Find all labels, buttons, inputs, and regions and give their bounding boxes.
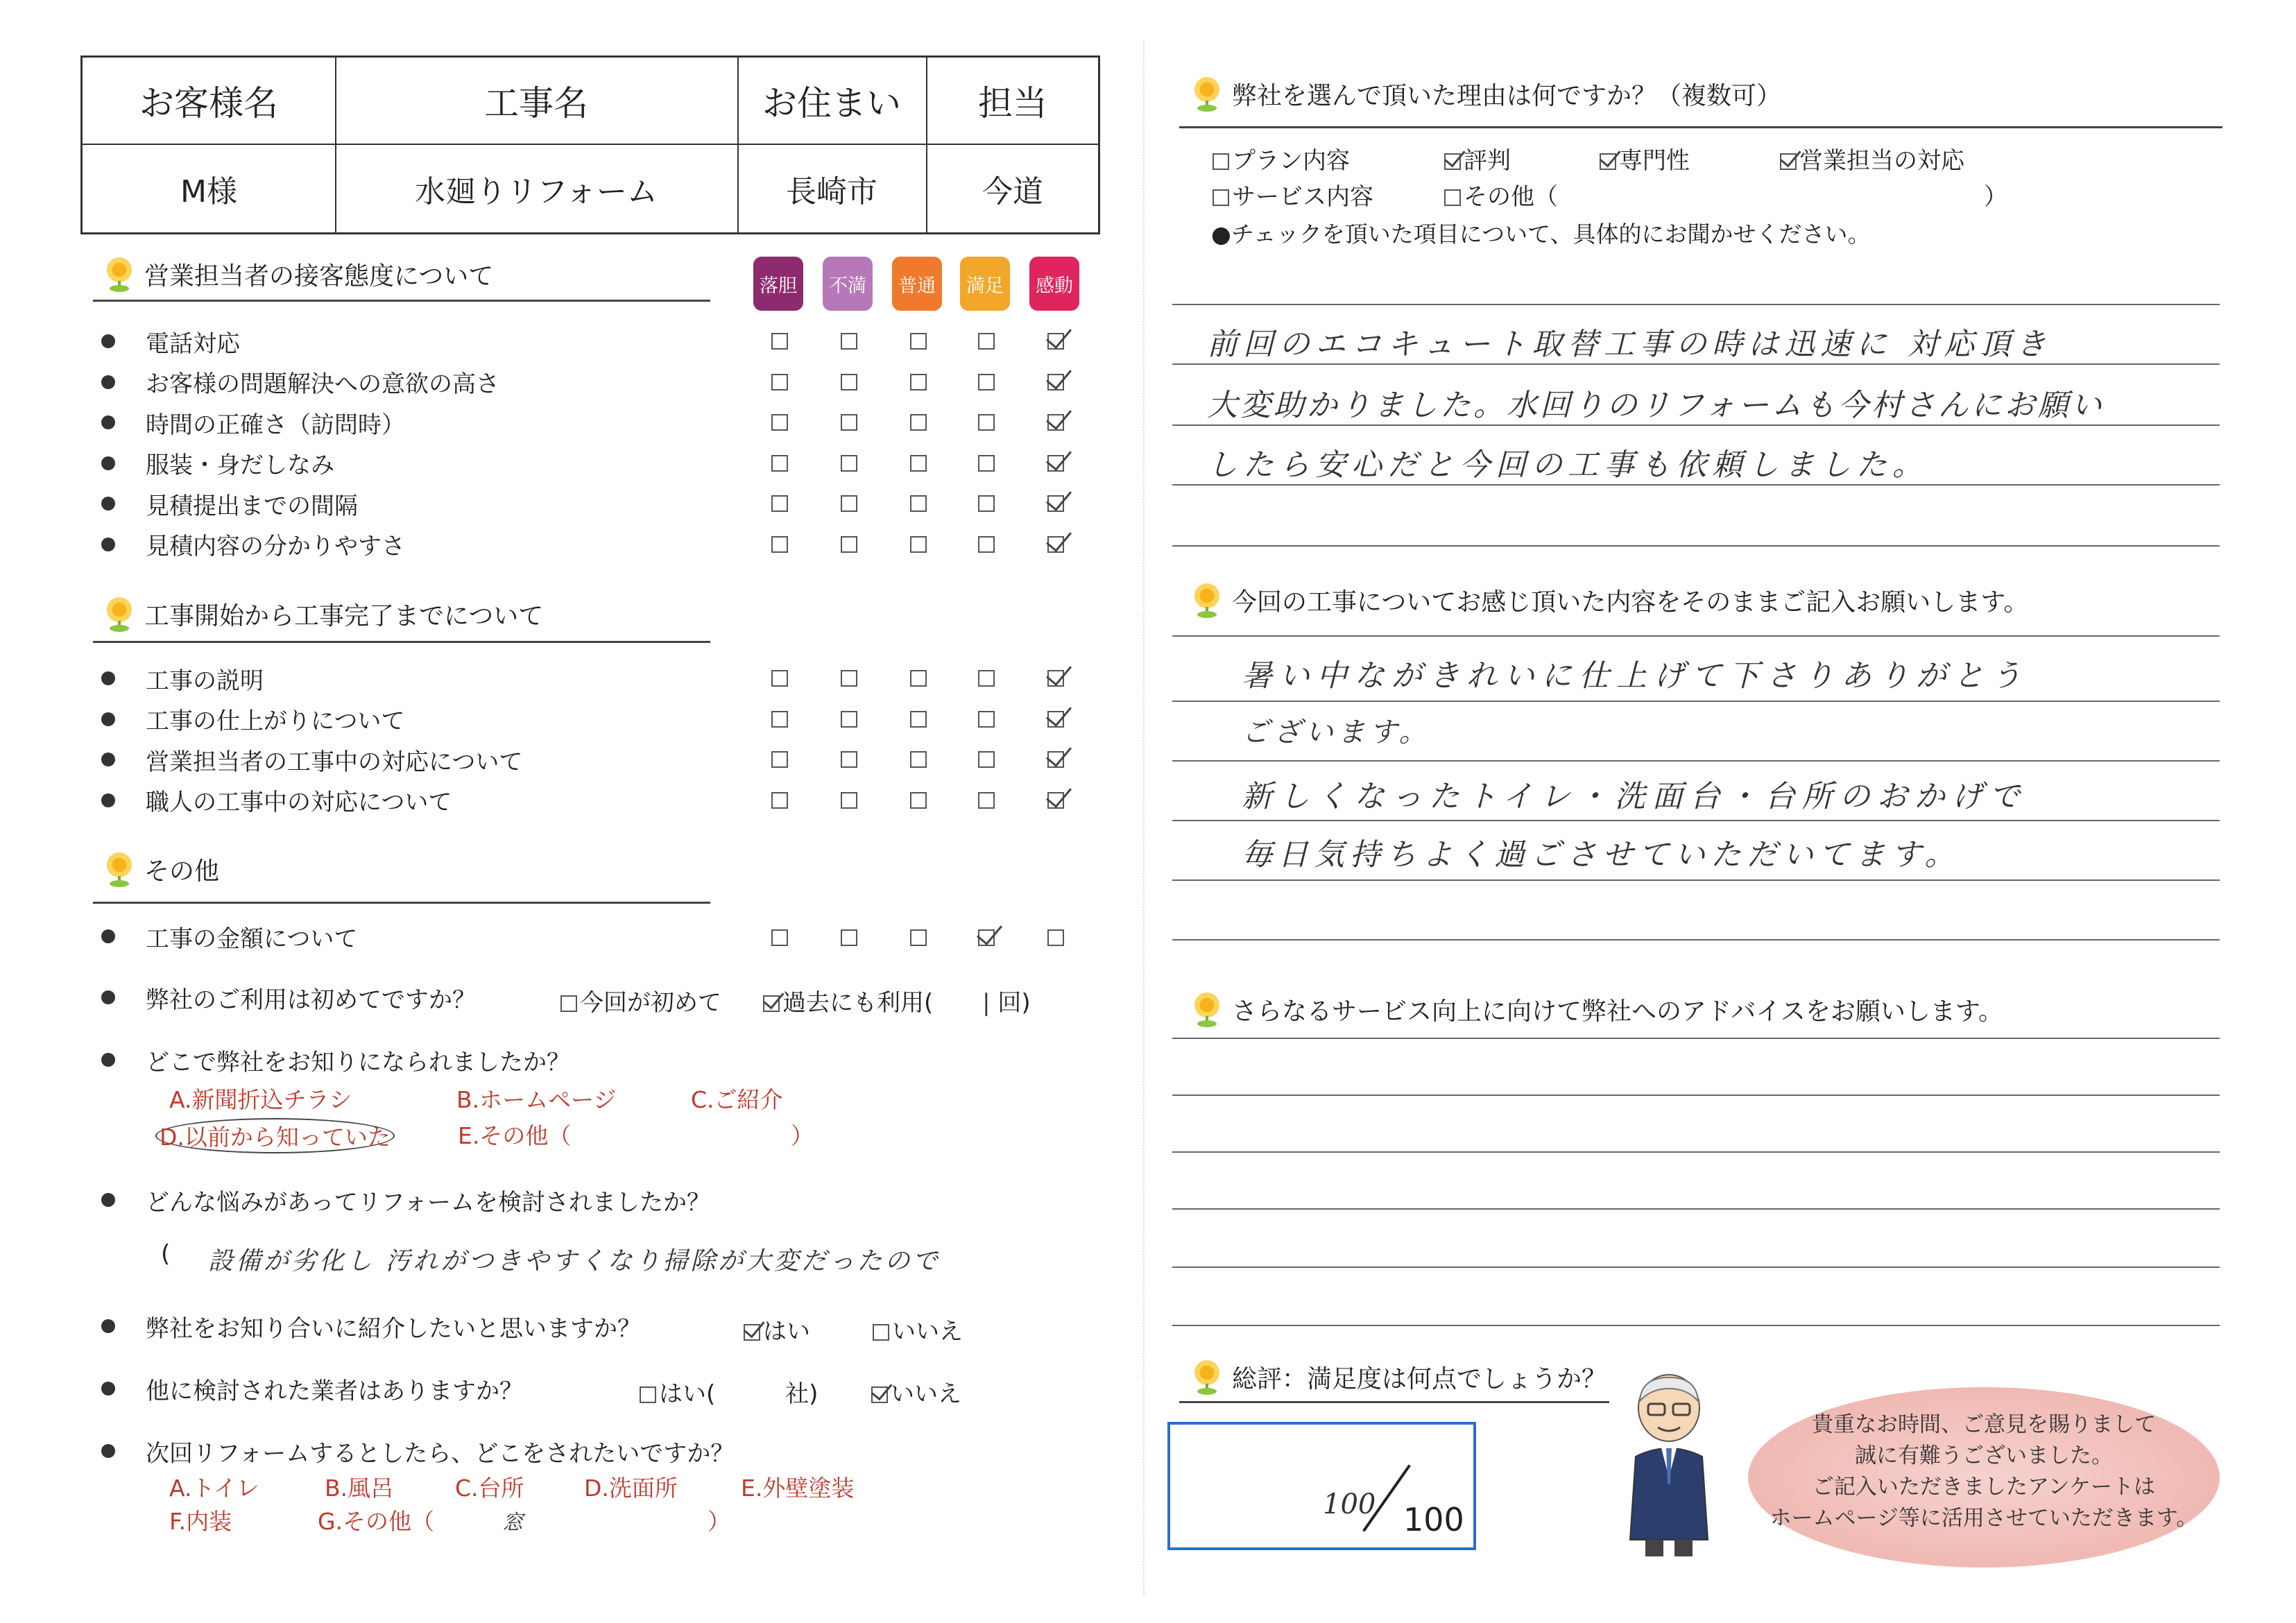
rating-checkbox[interactable] (910, 374, 927, 390)
section2-item-label: 工事の説明 (146, 667, 264, 695)
reason-service[interactable]: サービス内容 (1213, 178, 1373, 212)
worries-question: どんな悩みがあってリフォームを検討されましたか？ (146, 1188, 710, 1217)
rating-checkbox[interactable] (910, 711, 927, 728)
flower-icon (104, 852, 135, 887)
other-vendor-yes[interactable]: はい( 社) (640, 1375, 818, 1409)
divider (93, 300, 710, 302)
section1-item-label: お客様の問題解決への意欲の高さ (146, 370, 499, 398)
rating-checkbox[interactable] (910, 792, 927, 809)
usage-count: | (982, 989, 991, 1017)
next-reform-other-answer: 窓 (502, 1511, 523, 1535)
rating-checkbox[interactable] (771, 495, 788, 512)
bullet (101, 990, 115, 1004)
rating-checkbox[interactable] (978, 670, 995, 687)
flower-icon (104, 257, 135, 292)
other-vendor-row (101, 1375, 523, 1405)
check-mark-icon (1046, 403, 1072, 430)
how-known-option-d[interactable] (155, 1118, 395, 1153)
worries-open-paren: ( (161, 1240, 171, 1268)
answer-line (1172, 1266, 2220, 1268)
worries-answer: 設備が劣化し 汚れがつきやすくなり掃除が大変だったので (208, 1247, 941, 1276)
bullet (101, 929, 115, 943)
selected-circle: D.以前から知っていた (155, 1118, 395, 1153)
checkbox[interactable] (1213, 189, 1229, 206)
answer-line (1172, 820, 2220, 821)
rating-checkbox[interactable] (771, 455, 788, 472)
rating-checkbox[interactable] (1047, 414, 1064, 431)
checkbox-checked[interactable] (1444, 153, 1461, 170)
rating-checkbox[interactable] (771, 374, 788, 390)
reason-close-paren: ） (1984, 183, 2007, 211)
bullet (101, 538, 115, 551)
section3-title: その他 (144, 857, 220, 886)
check-mark-icon (1046, 322, 1072, 349)
reason-plan[interactable]: プラン内容 (1213, 141, 1350, 175)
next-reform-option-g[interactable]: G.その他（ (318, 1508, 435, 1535)
rating-checkbox[interactable] (978, 455, 995, 472)
customer-info-table (80, 55, 1100, 234)
worries-row (101, 1186, 710, 1217)
rating-checkbox[interactable] (978, 751, 995, 768)
rating-checkbox[interactable] (841, 374, 857, 390)
rating-checkbox[interactable] (841, 792, 857, 809)
first-time-row (101, 984, 476, 1014)
answer-line (1172, 701, 2220, 702)
page-fold (1143, 42, 1145, 1595)
rating-checkbox[interactable] (771, 414, 788, 431)
bullet (101, 1382, 115, 1396)
bullet (101, 1053, 115, 1067)
section1-header (104, 257, 493, 292)
section3-header (104, 852, 219, 887)
bullet (101, 671, 115, 685)
answer-line (1172, 363, 2220, 365)
how-known-row (101, 1046, 570, 1074)
rating-checkbox[interactable] (841, 414, 857, 431)
first-time-option1[interactable]: 今回が初めて (560, 984, 721, 1017)
rating-checkbox[interactable] (910, 414, 927, 431)
rating-badge-0: 落胆 (753, 257, 803, 311)
overall-header (1192, 1359, 1607, 1395)
divider (1179, 1401, 1609, 1403)
impressions-answer-line-3: 新しくなったトイレ・洗面台・台所のおかげで (1242, 779, 2027, 814)
rating-checkbox[interactable] (841, 670, 857, 687)
checkbox-checked[interactable] (1600, 153, 1616, 170)
rating-checkbox[interactable] (978, 711, 995, 728)
answer-line (1172, 760, 2220, 762)
answer-line (1172, 1325, 2220, 1326)
checkbox[interactable] (560, 995, 577, 1012)
value-work-name: 水廻りリフォーム (415, 174, 658, 209)
divider (1179, 126, 2222, 128)
rating-checkbox[interactable] (1047, 711, 1064, 728)
score-box[interactable] (1167, 1422, 1476, 1550)
header-residence: お住まい (762, 83, 901, 123)
section1-row (101, 409, 405, 439)
check-mark-icon (1046, 780, 1072, 807)
checkbox-checked[interactable] (763, 995, 780, 1012)
section1-item-label: 見積提出までの間隔 (146, 492, 358, 520)
checkbox[interactable] (1213, 153, 1229, 170)
section2-row (101, 664, 264, 695)
next-reform-option-c[interactable]: C.台所 (455, 1475, 524, 1502)
next-reform-option-f[interactable]: F.内装 (169, 1508, 232, 1535)
bullet (101, 1319, 115, 1333)
answer-line (1172, 484, 2220, 486)
rating-checkbox[interactable] (1047, 333, 1064, 350)
price-rating-checkbox[interactable] (841, 929, 857, 946)
impressions-header (1192, 583, 2028, 618)
rating-checkbox[interactable] (771, 333, 788, 350)
rating-checkbox[interactable] (1047, 670, 1064, 687)
section1-row (101, 531, 405, 558)
bullet (101, 793, 115, 807)
advice-title: さらなるサービス向上に向けて弊社へのアドバイスをお願いします。 (1232, 997, 2004, 1026)
overall-title: 総評：満足度は何点でしょうか？ (1232, 1365, 1607, 1393)
rating-checkbox[interactable] (841, 536, 857, 553)
answer-line (1172, 424, 2220, 426)
section1-row (101, 368, 499, 396)
score-max: 100 (1403, 1501, 1464, 1538)
rating-checkbox[interactable] (841, 455, 857, 472)
check-mark-icon (1046, 659, 1072, 686)
answer-line (1172, 879, 2220, 881)
price-label: 工事の金額について (146, 925, 358, 953)
rating-checkbox[interactable] (910, 495, 927, 512)
rating-checkbox[interactable] (771, 751, 788, 768)
section1-item-label: 時間の正確さ（訪問時） (146, 411, 405, 439)
divider (93, 902, 710, 904)
rating-checkbox[interactable] (771, 670, 788, 687)
checkbox[interactable] (640, 1386, 656, 1403)
section1-item-label: 電話対応 (146, 329, 240, 358)
rating-checkbox[interactable] (910, 455, 927, 472)
introduce-yes[interactable]: はい (744, 1312, 810, 1346)
check-mark-icon (1046, 699, 1072, 726)
reason-expertise[interactable]: 専門性 (1600, 141, 1690, 175)
rating-checkbox[interactable] (910, 670, 927, 687)
bullet (101, 415, 115, 429)
check-mark-icon (1046, 484, 1072, 511)
advice-header (1192, 992, 2003, 1027)
answer-line (1172, 1151, 2220, 1153)
reasons-answer-line-1: 前回のエコキュート取替工事の時は迅速に 対応頂き (1207, 327, 2052, 362)
impressions-title: 今回の工事についてお感じ頂いた内容をそのままご記入お願いします。 (1232, 588, 2029, 617)
how-known-close-paren: ） (791, 1122, 814, 1149)
rating-checkbox[interactable] (978, 792, 995, 809)
introduce-question: 弊社をお知り合いに紹介したいと思いますか？ (146, 1314, 641, 1343)
rating-checkbox[interactable] (978, 414, 995, 431)
section2-row (101, 787, 452, 814)
check-mark-icon (1046, 740, 1072, 767)
check-mark-icon (1046, 443, 1072, 470)
other-vendor-no[interactable]: いいえ (871, 1375, 961, 1409)
bullet (101, 497, 115, 510)
flower-icon (1192, 1360, 1222, 1395)
next-reform-option-a[interactable]: A.トイレ (169, 1475, 259, 1502)
price-rating-checkbox[interactable] (771, 929, 788, 946)
flower-icon (1192, 583, 1222, 618)
value-customer-name: M様 (180, 174, 237, 209)
impressions-answer-line-2: ございます。 (1242, 716, 1431, 748)
next-reform-row (101, 1437, 735, 1468)
price-row (101, 922, 358, 953)
answer-line (1172, 304, 2220, 305)
bullet (101, 712, 115, 726)
reasons-answer-line-3: したら安心だと今回の工事も依頼しました。 (1207, 447, 1928, 483)
rating-checkbox[interactable] (841, 495, 857, 512)
next-reform-question: 次回リフォームするとしたら、どこをされたいですか？ (146, 1439, 735, 1468)
next-reform-close-paren: ） (708, 1508, 730, 1535)
flower-icon (104, 597, 135, 632)
section1-row (101, 449, 334, 477)
bullet (101, 1193, 115, 1207)
reasons-header (1192, 76, 1781, 112)
bullet (101, 375, 115, 389)
header-customer-name: お客様名 (139, 83, 278, 123)
rating-checkbox[interactable] (1047, 455, 1064, 472)
section1-item-label: 見積内容の分かりやすさ (146, 533, 405, 560)
thanks-text: 貴重なお時間、ご意見を賜りまして 誠に有難うございました。 ご記入いただきましたアンケートは ホームページ等に活用させていただきます。 (1770, 1412, 2198, 1531)
reason-sales-response[interactable]: 営業担当の対応 (1780, 141, 1964, 175)
rating-checkbox[interactable] (1047, 792, 1064, 809)
reason-reputation[interactable]: 評判 (1444, 141, 1511, 175)
checkbox[interactable] (1444, 189, 1461, 206)
header-work-name: 工事名 (484, 83, 588, 123)
answer-line (1172, 635, 2220, 637)
rating-checkbox[interactable] (910, 751, 927, 768)
section2-item-label: 職人の工事中の対応について (146, 789, 452, 816)
how-known-option-e[interactable]: E.その他（ (458, 1122, 572, 1149)
section1-title: 営業担当者の接客態度について (144, 262, 494, 291)
rating-checkbox[interactable] (771, 792, 788, 809)
section2-row (101, 705, 404, 733)
divider (93, 641, 710, 643)
section2-item-label: 工事の仕上がりについて (146, 707, 405, 735)
rating-checkbox[interactable] (771, 711, 788, 728)
introduce-no[interactable]: いいえ (873, 1312, 963, 1346)
price-rating-checkbox[interactable] (910, 929, 927, 946)
bullet (101, 456, 115, 470)
section2-title: 工事開始から工事完了までについて (144, 602, 544, 630)
score-value: 100 (1323, 1488, 1376, 1520)
impressions-answer-line-1: 暑い中ながきれいに仕上げて下さりありがとう (1242, 658, 2028, 694)
rating-checkbox[interactable] (910, 333, 927, 350)
how-known-option-c[interactable]: C.ご紹介 (691, 1086, 783, 1113)
staff-mascot-illustration (1620, 1373, 1717, 1561)
rating-checkbox[interactable] (841, 711, 857, 728)
rating-checkbox[interactable] (841, 333, 857, 350)
checkbox-checked[interactable] (1780, 153, 1797, 170)
answer-line (1172, 1094, 2220, 1096)
reasons-answer-line-2: 大変助かりました。水回りのリフォームも今村さんにお願い (1207, 388, 2105, 423)
next-reform-option-e[interactable]: E.外壁塗装 (741, 1475, 855, 1502)
rating-checkbox[interactable] (1047, 374, 1064, 390)
rating-checkbox[interactable] (1047, 495, 1064, 512)
first-time-question: 弊社のご利用は初めてですか？ (146, 986, 476, 1014)
reasons-title: 弊社を選んで頂いた理由は何ですか？（複数可） (1232, 82, 1782, 110)
answer-line (1172, 545, 2220, 547)
value-staff: 今道 (982, 174, 1043, 209)
check-mark-icon (1046, 362, 1072, 389)
rating-checkbox[interactable] (771, 536, 788, 553)
impressions-answer-line-4: 毎日気持ちよく過ごさせていただいてます。 (1242, 837, 1961, 873)
how-known-question: どこで弊社をお知りになられましたか？ (146, 1048, 570, 1076)
check-mark-icon (977, 918, 1002, 945)
bullet (101, 753, 115, 766)
section1-row (101, 490, 358, 520)
rating-checkbox[interactable] (841, 751, 857, 768)
section1-item-label: 服装・身だしなみ (146, 452, 334, 479)
checkbox[interactable] (873, 1324, 889, 1341)
rating-checkbox[interactable] (1047, 751, 1064, 768)
rating-badge-2: 普通 (892, 257, 942, 311)
price-rating-checkbox[interactable] (978, 929, 995, 946)
answer-line (1172, 939, 2220, 941)
section2-item-label: 営業担当者の工事中の対応について (146, 748, 523, 776)
bullet (101, 1444, 115, 1458)
flower-icon (1192, 77, 1222, 112)
other-vendor-question: 他に検討された業者はありますか？ (146, 1377, 523, 1405)
rating-checkbox[interactable] (1047, 536, 1064, 553)
how-known-option-a[interactable]: A.新聞折込チラシ (169, 1086, 352, 1113)
check-mark-icon (1046, 524, 1072, 551)
how-known-option-b[interactable]: B.ホームページ (456, 1086, 617, 1113)
reason-other[interactable]: その他（ (1444, 178, 1558, 212)
answer-line (1172, 1038, 2220, 1039)
price-rating-checkbox[interactable] (1047, 929, 1064, 946)
rating-checkbox[interactable] (910, 536, 927, 553)
rating-badge-1: 不満 (823, 257, 873, 311)
rating-checkbox[interactable] (978, 495, 995, 512)
checkbox-checked[interactable] (871, 1386, 888, 1403)
answer-line (1172, 1208, 2220, 1210)
next-reform-option-b[interactable]: B.風呂 (325, 1475, 394, 1502)
first-time-option2[interactable]: 過去にも利用( | 回) (763, 984, 1031, 1017)
rating-checkbox[interactable] (978, 536, 995, 553)
reasons-detail-prompt: ●チェックを頂いた項目について、具体的にお聞かせください。 (1211, 221, 1871, 248)
section2-header (104, 596, 543, 632)
checkbox-checked[interactable] (744, 1324, 760, 1341)
header-staff: 担当 (978, 83, 1047, 123)
rating-checkbox[interactable] (978, 374, 995, 390)
rating-badge-3: 満足 (960, 257, 1010, 311)
section1-row (101, 327, 240, 358)
flower-icon (1192, 993, 1222, 1027)
next-reform-option-d[interactable]: D.洗面所 (584, 1475, 678, 1502)
rating-checkbox[interactable] (978, 333, 995, 350)
rating-badge-4: 感動 (1029, 257, 1079, 311)
section2-row (101, 746, 523, 776)
value-residence: 長崎市 (786, 174, 877, 209)
bullet (101, 334, 115, 348)
introduce-row (101, 1312, 641, 1343)
